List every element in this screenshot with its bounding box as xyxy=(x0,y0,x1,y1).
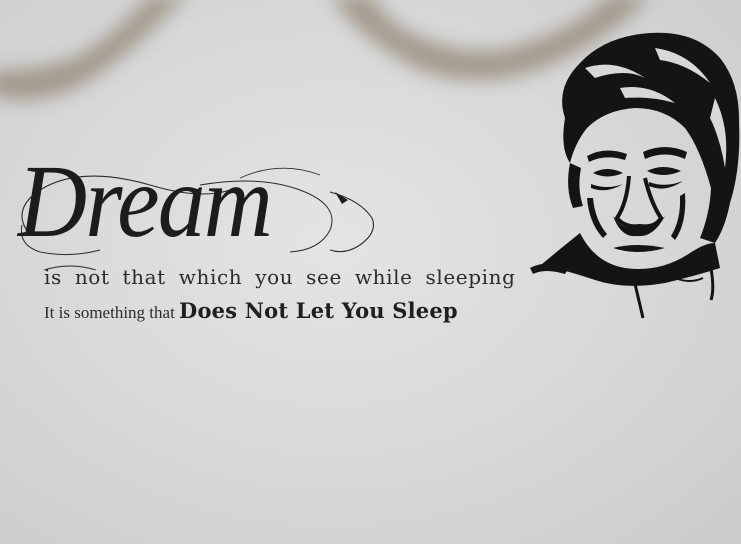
quote-line-2 xyxy=(44,298,458,323)
quote-line-2-prefix: It is something that xyxy=(44,303,180,322)
portrait-silhouette-icon xyxy=(525,28,741,328)
quote-line-2-emphasis: Does Not Let You Sleep xyxy=(179,298,458,323)
quote-headline: Dream xyxy=(18,144,271,259)
quote-line-1: is not that which you see while sleeping xyxy=(44,265,516,289)
